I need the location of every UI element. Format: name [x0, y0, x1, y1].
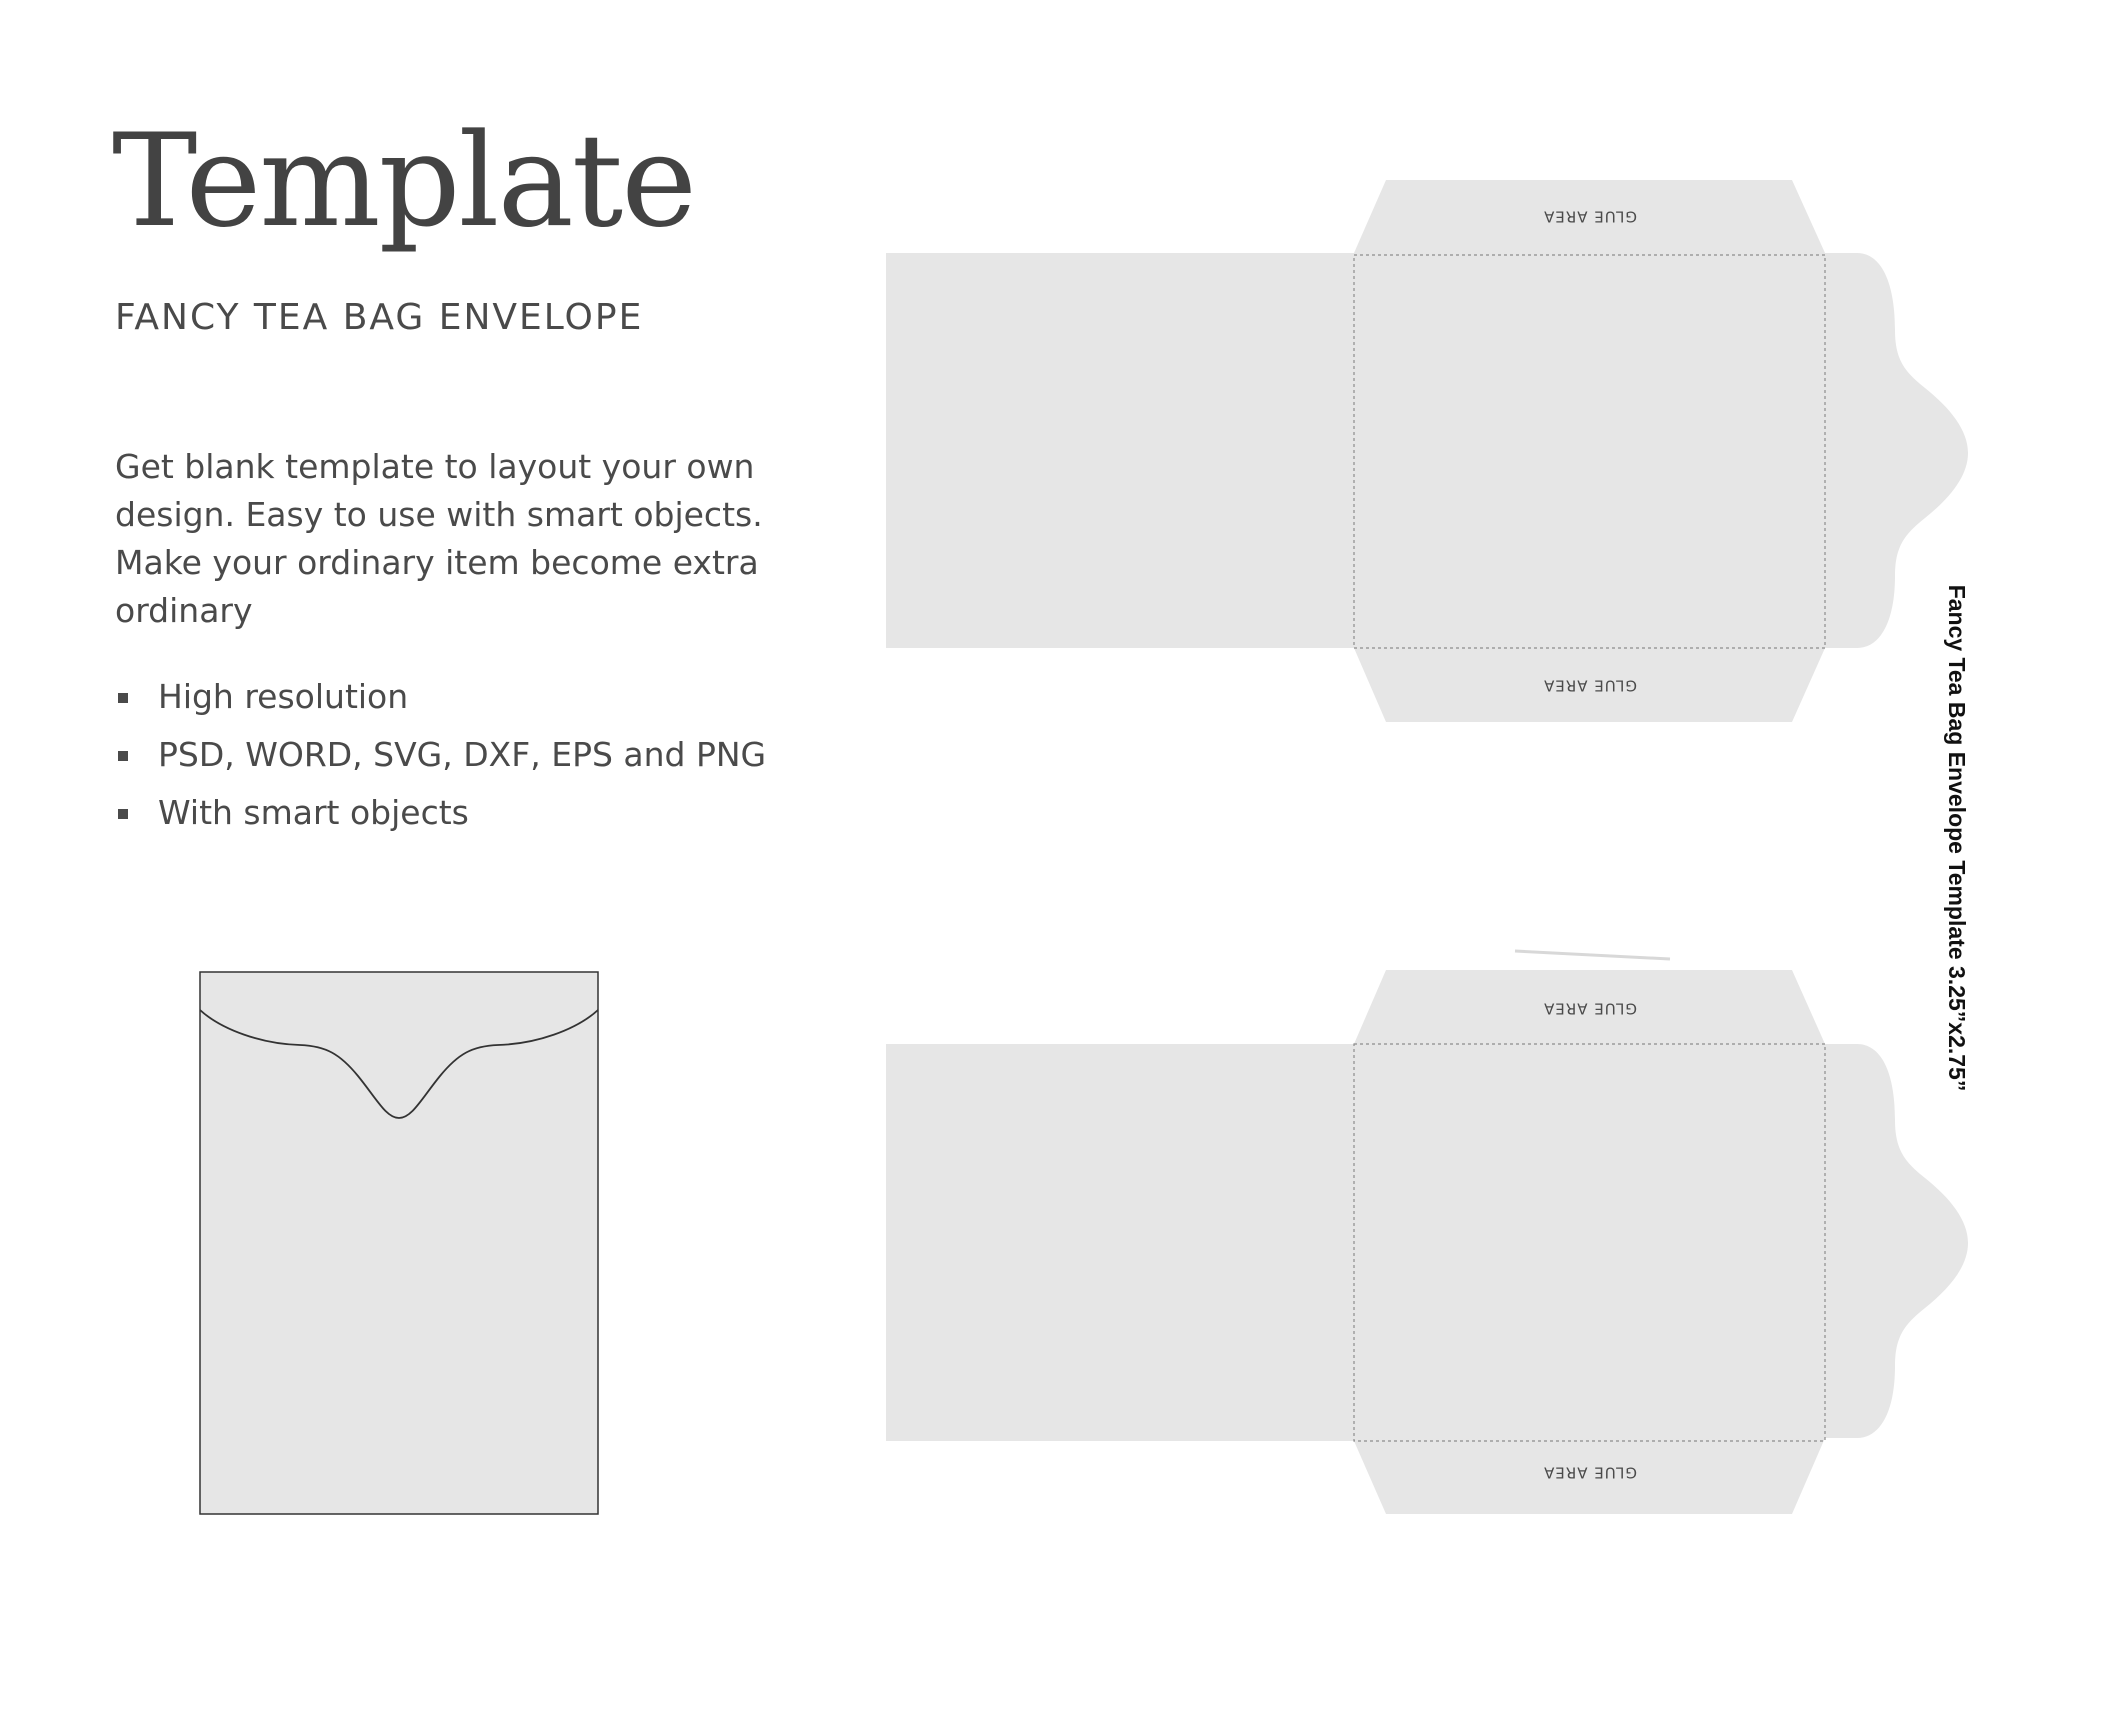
- dieline-template-bottom: [886, 951, 1968, 1514]
- envelope-preview: [200, 972, 598, 1514]
- glue-area-label: GLUE AREA: [1543, 999, 1637, 1018]
- dieline-shape: [886, 180, 1968, 722]
- page-subtitle: FANCY TEA BAG ENVELOPE: [115, 297, 644, 338]
- feature-label: High resolution: [158, 677, 409, 716]
- glue-area-label: GLUE AREA: [1543, 676, 1637, 695]
- envelope-body: [200, 972, 598, 1514]
- template-size-label: Fancy Tea Bag Envelope Template 3.25”x2.75”: [1943, 584, 1970, 1092]
- dieline-template-top: [886, 180, 1968, 722]
- glue-area-label: GLUE AREA: [1543, 207, 1637, 226]
- decorative-line: [1515, 951, 1670, 959]
- glue-area-label: GLUE AREA: [1543, 1463, 1637, 1482]
- feature-label: PSD, WORD, SVG, DXF, EPS and PNG: [158, 735, 767, 774]
- description-text: Get blank template to layout your own design. Easy to use with smart objects. Make your ordinary item become extra ordinary: [115, 447, 763, 630]
- dieline-shape: [886, 970, 1968, 1514]
- page-title: Template: [112, 107, 695, 256]
- feature-label: With smart objects: [158, 793, 469, 832]
